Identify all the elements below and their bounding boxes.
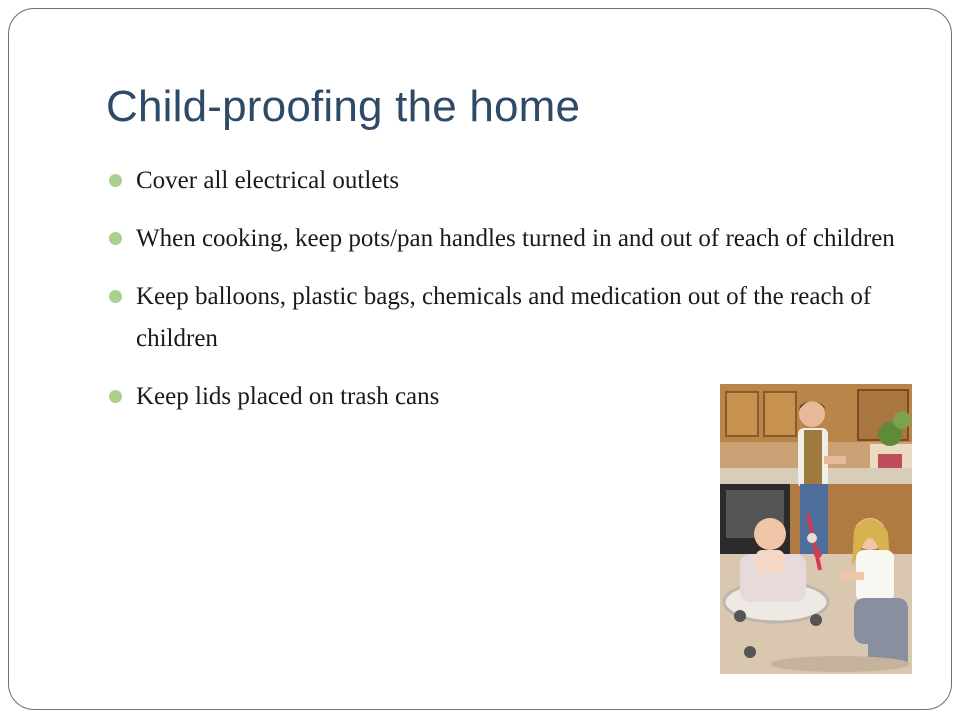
bullet-item-cooking [108,218,898,260]
bullet-text: Cover all electrical outlets [136,167,400,194]
bullet-dot-icon [109,232,122,245]
bullet-text: Keep balloons, plastic bags, chemicals and medication out of the reach of children [136,283,872,352]
slide-title: Child-proofing the home [106,82,581,131]
bullet-item-hazards [108,276,898,360]
bullet-dot-icon [109,174,122,187]
family-kitchen-photo [720,384,912,674]
bullet-text: Keep lids placed on trash cans [136,383,440,410]
bullet-text: When cooking, keep pots/pan handles turned in and out of reach of children [136,225,895,252]
bullet-dot-icon [109,290,122,303]
bullet-dot-icon [109,390,122,403]
bullet-item-outlets [108,160,898,202]
